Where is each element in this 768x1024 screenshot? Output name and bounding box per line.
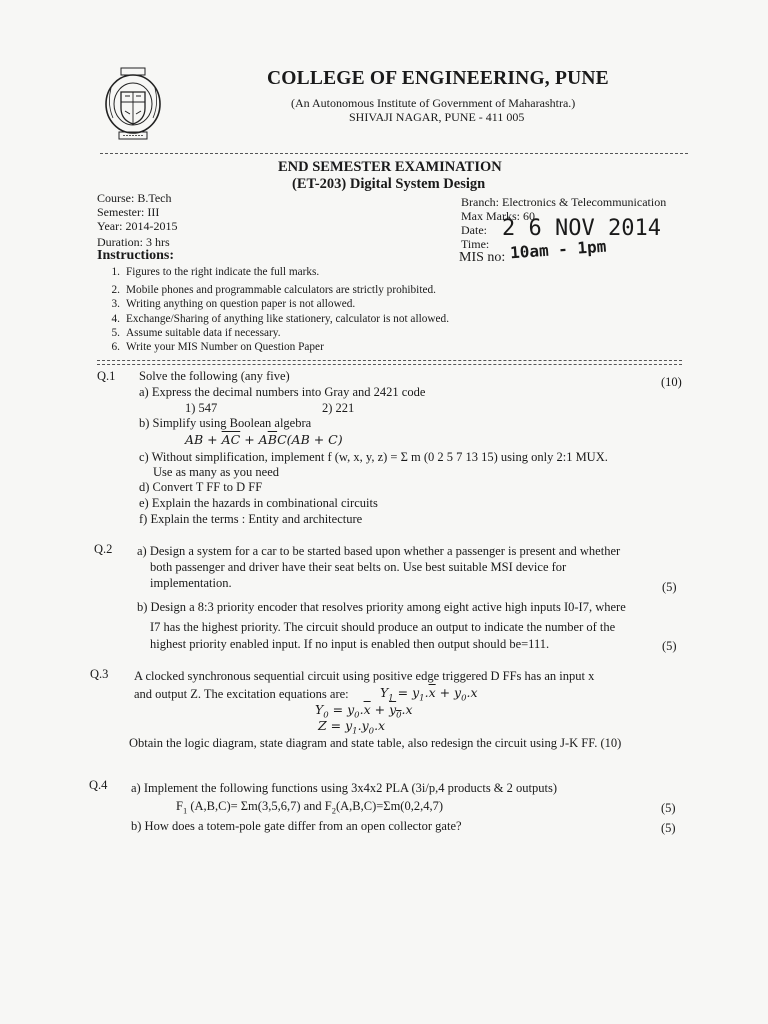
q1-b-expression: AB + $\overline{AC} + A\overline{B}C(AB + C)$: [185, 432, 343, 447]
q2-b-line2: I7 has the highest priority. The circuit should produce an output to indicate the number of the: [150, 620, 616, 634]
q1-a1: 1) 547: [185, 401, 218, 415]
q3-number: Q.3: [90, 667, 109, 681]
q2-a-line3: implementation.: [150, 576, 232, 590]
q2-b-marks: (5): [662, 639, 677, 653]
q1-title: Solve the following (any five): [139, 369, 290, 383]
q1-d: d) Convert T FF to D FF: [139, 480, 263, 494]
instruction-item: 3. Writing anything on question paper is not allowed.: [111, 298, 356, 310]
instruction-item: 2. Mobile phones and programmable calculators are strictly prohibited.: [111, 284, 436, 296]
q4-b-marks: (5): [661, 821, 676, 835]
exam-subject: (ET-203) Digital System Design: [292, 176, 486, 192]
q2-b-line1: b) Design a 8:3 priority encoder that resolves priority among eight active high inputs I0-I7, where: [137, 600, 626, 614]
q2-a-line2: both passenger and driver have their seat belts on. Use best suitable MSI device for: [150, 560, 567, 574]
q1-a2: 2) 221: [322, 401, 355, 415]
q4-b: b) How does a totem-pole gate differ from an open collector gate?: [131, 819, 462, 833]
q1-a: a) Express the decimal numbers into Gray and 2421 code: [139, 385, 426, 399]
instruction-item: 5. Assume suitable data if necessary.: [111, 327, 281, 339]
q2-a-line1: a) Design a system for a car to be started based upon whether a passenger is present and whether: [137, 544, 621, 558]
branch: Branch: Electronics & Telecommunication: [461, 195, 667, 209]
instruction-item: 4. Exchange/Sharing of anything like stationery, calculator is not allowed.: [111, 313, 450, 325]
q4-a-functions: $F_1$ (A,B,C)= Σm(3,5,6,7) and $F_2(A,B,C)=\Sigma m(0,2,4,7)$: [176, 799, 444, 816]
instructions-heading: Instructions:: [97, 248, 175, 263]
q3-eq-y0: $Y_0 = y_0.\overline{x} + y_0.x$: [315, 702, 413, 721]
q2-a-marks: (5): [662, 580, 677, 594]
instructions-divider: [97, 360, 682, 361]
q2-b-line3: highest priority enabled input. If no input is enabled then output should be=111.: [150, 637, 550, 651]
q1-marks: (10): [661, 375, 682, 389]
date-stamp: 2 6 NOV 2014: [502, 216, 661, 241]
max-marks: Max Marks: 60: [461, 209, 535, 223]
exam-title: END SEMESTER EXAMINATION: [278, 159, 502, 175]
instruction-item: 1. Figures to the right indicate the full marks.: [111, 266, 320, 278]
year: Year: 2014-2015: [97, 219, 178, 233]
q4-a-marks: (5): [661, 801, 676, 815]
q3-line3: Obtain the logic diagram, state diagram and state table, also redesign the circuit using J-K FF. (10): [129, 736, 622, 750]
instruction-item: 6. Write your MIS Number on Question Paper: [111, 341, 324, 353]
q2-number: Q.2: [94, 542, 113, 556]
duration: Duration: 3 hrs: [97, 235, 170, 249]
q3-line2: and output Z. The excitation equations are:: [134, 687, 349, 701]
course: Course: B.Tech: [97, 191, 172, 205]
q1-f: f) Explain the terms : Entity and architecture: [139, 512, 363, 526]
q3-line1: A clocked synchronous sequential circuit using positive edge triggered D FFs has an input x: [134, 669, 595, 683]
time-label: Time:: [461, 237, 490, 251]
q1-number: Q.1: [97, 369, 116, 383]
q3-eq-y1: $Y_1 = y_1.\overline{x} + y_0.x$: [380, 685, 478, 704]
time-handwritten: 10am - 1pm: [509, 236, 607, 263]
instructions-divider-2: [97, 364, 682, 365]
q3-eq-z: $Z = y_1.y_0.x$: [318, 718, 386, 737]
college-address: SHIVAJI NAGAR, PUNE - 411 005: [349, 110, 525, 124]
q1-c: c) Without simplification, implement f (w, x, y, z) = Σ m (0 2 5 7 13 15) using only 2:1 MUX.: [139, 450, 608, 464]
header-divider: [100, 153, 688, 154]
q1-e: e) Explain the hazards in combinational circuits: [139, 496, 378, 510]
q4-number: Q.4: [89, 778, 108, 792]
mis-label: MIS no:: [459, 250, 506, 265]
q4-a: a) Implement the following functions using 3x4x2 PLA (3i/p,4 products & 2 outputs): [131, 781, 558, 795]
q1-b: b) Simplify using Boolean algebra: [139, 416, 312, 430]
date-label: Date:: [461, 223, 487, 237]
college-seal-logo: [103, 66, 163, 146]
college-name: COLLEGE OF ENGINEERING, PUNE: [267, 68, 609, 89]
q1-c-cont: Use as many as you need: [153, 465, 280, 479]
college-subtitle: (An Autonomous Institute of Government of Maharashtra.): [291, 96, 576, 110]
semester: Semester: III: [97, 205, 160, 219]
